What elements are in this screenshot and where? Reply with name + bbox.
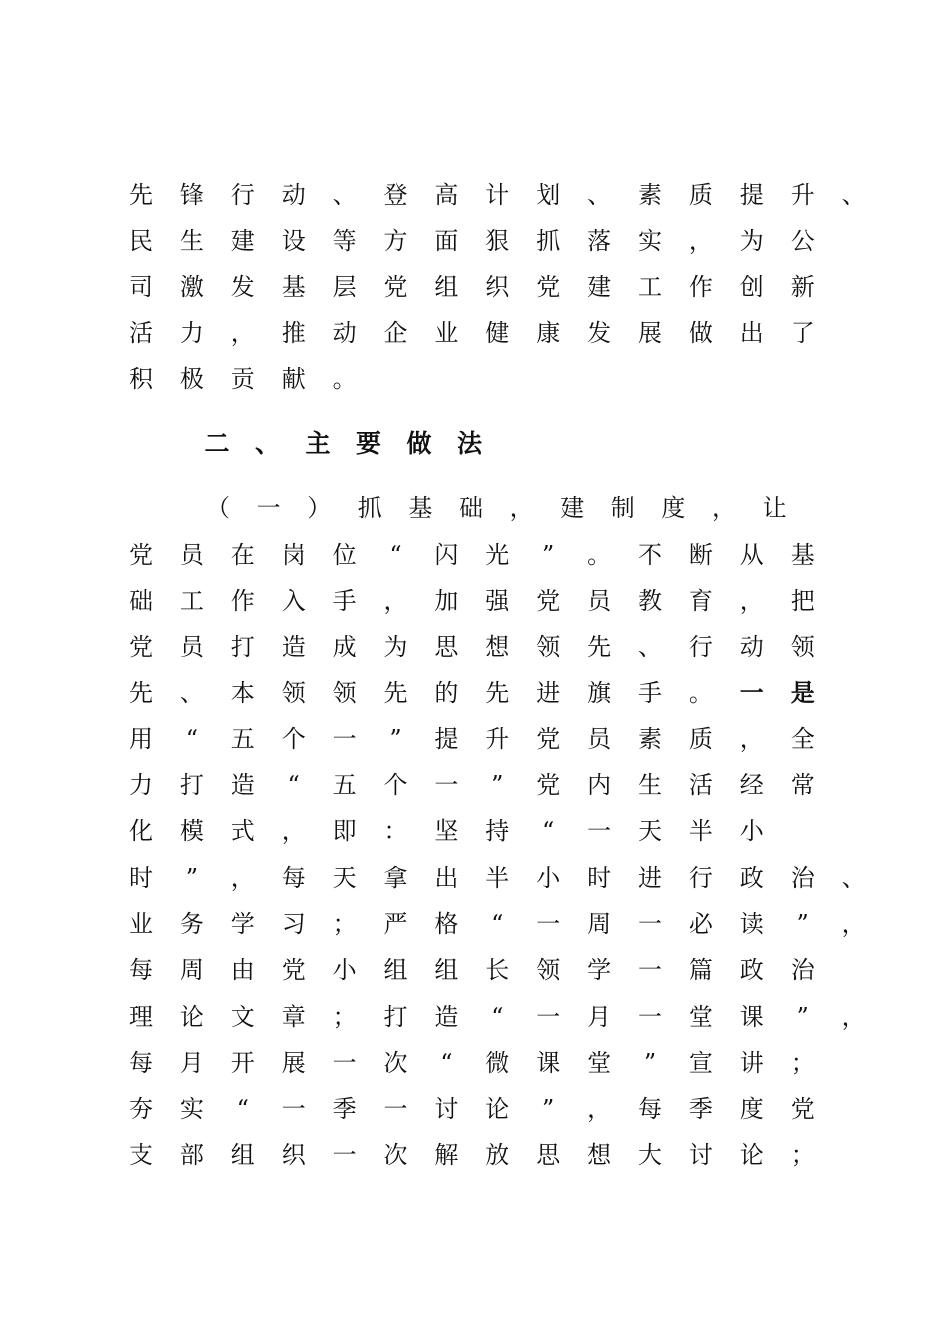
text-char: ， [509,494,534,522]
text-char: 课 [739,1003,764,1031]
text-char: 先 [485,679,510,707]
text-char: 开 [230,1049,255,1077]
text-char: 动 [281,181,306,209]
text-char: 党 [536,587,561,615]
text-char: 划 [536,181,561,209]
text-char: 治 [790,864,815,892]
text-char: 论 [179,1003,204,1031]
text-char: 政 [739,864,764,892]
text-char: 、 [841,864,866,892]
text-char: 党 [790,1095,815,1123]
text-char: 业 [434,319,459,347]
text-char: 打 [383,1003,408,1031]
text-char: 激 [179,273,204,301]
text-char: 行 [688,864,713,892]
text-char: 个 [383,771,408,799]
text-char: 一 [638,910,662,938]
text-char: 工 [179,587,204,615]
text-char: 登 [383,181,408,209]
text-char: 党 [129,541,153,569]
text-char: 放 [485,1141,510,1169]
text-char: 一 [536,1003,561,1031]
text-char: 提 [434,725,459,753]
text-char: 组 [230,1141,255,1169]
text-char: 生 [179,227,204,255]
text-char: 业 [129,910,153,938]
text-char: 主 [305,429,331,458]
text-char: 动 [332,319,357,347]
text-char: 内 [587,771,612,799]
text-char: 部 [179,1141,204,1169]
text-char: 层 [332,273,357,301]
text-char: 度 [661,494,686,522]
text-char: 出 [434,864,459,892]
text-char: 基 [281,273,306,301]
text-char: 打 [230,633,255,661]
text-char: 把 [790,587,815,615]
text-char: 等 [332,227,357,255]
text-char: ” [796,1003,809,1031]
text-char: 建 [587,273,612,301]
text-char: “ [491,1003,504,1031]
text-char: “ [389,541,402,569]
text-char: 员 [179,541,204,569]
text-char: 入 [281,587,306,615]
text-char: 不 [638,541,662,569]
text-char: 、 [254,429,280,458]
text-char: 领 [536,633,561,661]
text-char: 、 [332,181,357,209]
text-char: 一 [256,494,281,522]
text-char: 高 [434,181,459,209]
text-char: 提 [739,181,764,209]
text-char: 务 [179,910,204,938]
text-char: 员 [179,633,204,661]
text-char: 理 [129,1003,153,1031]
text-char: 宣 [688,1049,713,1077]
text-char: “ [185,725,199,753]
text-line [0,719,950,759]
text-line [0,1043,950,1083]
text-char: 展 [638,319,662,347]
text-char: 月 [179,1049,204,1077]
text-char: 抓 [536,227,561,255]
text-line [0,1135,950,1175]
text-char: 先 [129,181,153,209]
text-char: 了 [790,319,815,347]
text-char: 党 [536,273,561,301]
text-char: 素 [638,181,662,209]
text-char: ； [332,1003,357,1031]
text-char: ， [281,817,306,845]
text-char: 一 [434,771,459,799]
text-char: 力 [179,319,204,347]
text-char: ” [491,771,504,799]
text-char: 本 [230,679,255,707]
text-char: 先 [383,679,408,707]
text-char: ， [688,227,713,255]
text-char: ， [841,1003,866,1031]
text-char: 时 [129,864,153,892]
text-char: 织 [485,273,510,301]
text-line [0,627,950,667]
text-char: 康 [536,319,561,347]
text-char: 周 [587,910,612,938]
text-char: 员 [587,725,612,753]
text-line [0,175,950,215]
text-char: 、 [179,679,204,707]
text-char: 贡 [230,365,255,393]
text-char: 经 [739,771,764,799]
text-char: 章 [281,1003,306,1031]
text-char: 手 [638,679,662,707]
text-line [0,267,950,307]
text-char: 化 [129,817,153,845]
text-line [0,673,950,713]
text-char: 半 [688,817,713,845]
text-char: 领 [536,956,561,984]
text-char: ； [790,1049,815,1077]
text-char: 每 [638,1095,662,1123]
text-char: 质 [688,725,713,753]
text-char: 党 [129,633,153,661]
text-char: 先 [587,633,612,661]
text-char: 建 [230,227,255,255]
text-char: 造 [434,1003,459,1031]
text-char: 发 [230,273,255,301]
text-char: 党 [536,771,561,799]
text-char: 成 [332,633,357,661]
text-char: 质 [688,181,713,209]
text-char: 民 [129,227,153,255]
text-char: 党 [281,956,306,984]
text-char: 创 [739,273,764,301]
text-char: 夯 [129,1095,153,1123]
text-char: 拿 [383,864,408,892]
text-char: ” [643,1049,657,1077]
text-char: ” [542,541,555,569]
text-char: 一 [638,956,662,984]
text-char: 一 [332,1049,357,1077]
text-char: 断 [688,541,713,569]
text-line [0,950,950,990]
text-char: 一 [332,725,357,753]
text-char: 新 [790,273,815,301]
text-char: 打 [179,771,204,799]
text-char: 堂 [688,1003,713,1031]
text-char: 、 [841,181,866,209]
text-char: 教 [638,587,662,615]
text-char: 季 [688,1095,713,1123]
text-char: ， [739,587,764,615]
text-char: 从 [739,541,764,569]
text-line [0,359,950,399]
text-char: 展 [281,1049,306,1077]
text-char: 小 [332,956,357,984]
text-char: 献 [281,365,306,393]
text-char: 一 [332,1141,357,1169]
text-char: 强 [485,587,510,615]
text-char: 、 [638,633,662,661]
text-char: 大 [638,1141,662,1169]
text-char: 模 [179,817,204,845]
text-char: 法 [456,429,482,458]
text-char: 一 [638,1003,662,1031]
text-char: “ [287,771,300,799]
text-char: 计 [485,181,510,209]
text-char: 论 [485,1095,510,1123]
text-char: 。 [332,365,357,393]
text-char: 为 [739,227,764,255]
text-char: 次 [383,1049,408,1077]
text-line [0,535,950,575]
text-char: ， [383,587,408,615]
text-char: 狠 [485,227,510,255]
text-char: 础 [129,587,153,615]
text-char: 持 [485,817,510,845]
text-char: 读 [739,910,764,938]
text-char: 推 [281,319,306,347]
text-char: ； [790,1141,815,1169]
text-char: 工 [638,273,662,301]
text-char: 锋 [179,181,204,209]
text-char: 实 [638,227,662,255]
text-char: 篇 [688,956,713,984]
text-char: 长 [485,956,510,984]
text-char: 想 [485,633,510,661]
text-char: 政 [739,956,764,984]
text-char: 础 [459,494,483,522]
text-char: 作 [688,273,713,301]
text-char: “ [440,1049,453,1077]
text-char: 学 [587,956,612,984]
text-char: 加 [434,587,459,615]
text-char: 员 [587,587,612,615]
text-char: 造 [230,771,255,799]
text-char: 发 [587,319,612,347]
text-char: 学 [230,910,255,938]
section-heading [0,424,950,464]
text-char: 抓 [357,494,382,522]
text-char: 常 [790,771,815,799]
text-char: 造 [281,633,306,661]
text-char: 行 [688,633,713,661]
text-char: 治 [790,956,815,984]
text-line [0,488,950,528]
text-char: 。 [688,679,713,707]
text-line [0,765,950,805]
text-char: 严 [383,910,408,938]
text-char: 月 [587,1003,612,1031]
text-char: 讨 [434,1095,459,1123]
text-char: ” [389,725,402,753]
text-char: 讲 [739,1049,764,1077]
text-char: 领 [281,679,306,707]
text-char: 解 [434,1141,459,1169]
text-char: 课 [536,1049,561,1077]
text-char: 实 [179,1095,204,1123]
text-char: 党 [536,725,561,753]
text-char: 做 [688,319,713,347]
text-char: 岗 [281,541,306,569]
text-char: 先 [129,679,153,707]
text-char: 活 [688,771,713,799]
text-char: 讨 [688,1141,713,1169]
text-char: 微 [485,1049,510,1077]
text-char: 育 [688,587,713,615]
text-char: 的 [434,679,459,707]
text-char: ； [332,910,357,938]
text-char: ， [739,725,764,753]
text-char: 季 [332,1095,357,1123]
text-char: 建 [560,494,585,522]
text-char: 周 [179,956,204,984]
text-char: 一 [739,678,764,707]
text-char: 一 [383,1095,408,1123]
text-char: 进 [536,679,561,707]
text-char: 全 [790,725,815,753]
text-char: 位 [332,541,357,569]
text-char: 出 [739,319,764,347]
text-char: 个 [281,725,306,753]
text-char: 一 [587,817,612,845]
text-char: 坚 [434,817,459,845]
text-char: 面 [434,227,459,255]
text-char: 进 [638,864,662,892]
text-char: 方 [383,227,408,255]
text-char: 基 [790,541,815,569]
text-char: “ [236,1095,249,1123]
text-char: 生 [638,771,662,799]
text-char: 作 [230,587,255,615]
text-char: 五 [332,771,357,799]
text-char: 公 [790,227,815,255]
text-char: 堂 [587,1049,612,1077]
text-char: ” [796,910,809,938]
text-char: 企 [383,319,408,347]
text-char: 领 [790,633,815,661]
text-char: 即 [332,817,357,845]
text-char: 要 [355,429,381,458]
text-char: 由 [230,956,255,984]
text-char: 在 [230,541,255,569]
text-char: 度 [739,1095,764,1123]
text-char: ， [712,494,736,522]
text-char: 必 [688,910,713,938]
text-line [0,1089,950,1129]
text-char: 让 [762,494,787,522]
text-char: 习 [281,910,306,938]
text-char: 行 [230,181,255,209]
text-line [0,221,950,261]
text-char: 极 [179,365,204,393]
text-char: ） [307,494,332,522]
text-line [0,811,950,851]
text-char: 健 [485,319,510,347]
text-char: ， [230,864,255,892]
text-char: 半 [485,864,510,892]
text-char: 设 [281,227,306,255]
text-char: 闪 [434,541,459,569]
text-char: 制 [610,494,635,522]
text-line [0,858,950,898]
text-char: 力 [129,771,153,799]
text-char: “ [491,910,504,938]
text-char: 升 [790,181,815,209]
text-char: 一 [281,1095,306,1123]
text-char: 每 [129,1049,153,1077]
text-char: 格 [434,910,459,938]
text-char: 小 [739,817,764,845]
text-char: 一 [536,910,561,938]
text-char: 党 [383,273,408,301]
text-char: 组 [434,273,459,301]
text-char: 用 [129,725,153,753]
text-char: 天 [638,817,662,845]
text-char: 组 [383,956,408,984]
text-char: 论 [739,1141,764,1169]
text-char: “ [542,817,555,845]
text-char: 支 [129,1141,153,1169]
text-char: 手 [332,587,357,615]
text-char: 每 [281,864,306,892]
text-char: 领 [332,679,357,707]
text-line [0,997,950,1037]
text-char: ” [185,864,199,892]
text-line [0,581,950,621]
text-char: 时 [587,864,612,892]
text-char: 思 [434,633,459,661]
text-char: 式 [230,817,255,845]
text-char: 每 [129,956,153,984]
text-char: ： [383,817,408,845]
text-char: 文 [230,1003,255,1031]
text-char: ， [841,910,866,938]
text-char: 素 [638,725,662,753]
text-line [0,313,950,353]
text-char: 是 [790,678,815,707]
text-char: 为 [383,633,408,661]
text-char: 落 [587,227,612,255]
text-char: 、 [587,181,612,209]
text-char: 二 [204,429,230,458]
text-char: 动 [739,633,764,661]
text-char: 基 [408,494,433,522]
text-char: 升 [485,725,510,753]
text-char: 旗 [587,679,612,707]
text-char: 五 [230,725,255,753]
text-char: ， [230,319,255,347]
text-char: 组 [434,956,459,984]
text-char: 光 [485,541,510,569]
text-char: 次 [383,1141,408,1169]
text-char: 活 [129,319,153,347]
text-char: 。 [587,541,612,569]
text-char: 积 [129,365,153,393]
text-char: ” [542,1095,555,1123]
text-char: 想 [587,1141,612,1169]
text-line [0,904,950,944]
text-char: ， [587,1095,612,1123]
text-char: （ [206,494,230,522]
text-char: 司 [129,273,153,301]
text-char: 天 [332,864,357,892]
text-char: 小 [536,864,561,892]
text-char: 织 [281,1141,306,1169]
text-char: 做 [406,429,432,458]
text-char: 思 [536,1141,561,1169]
